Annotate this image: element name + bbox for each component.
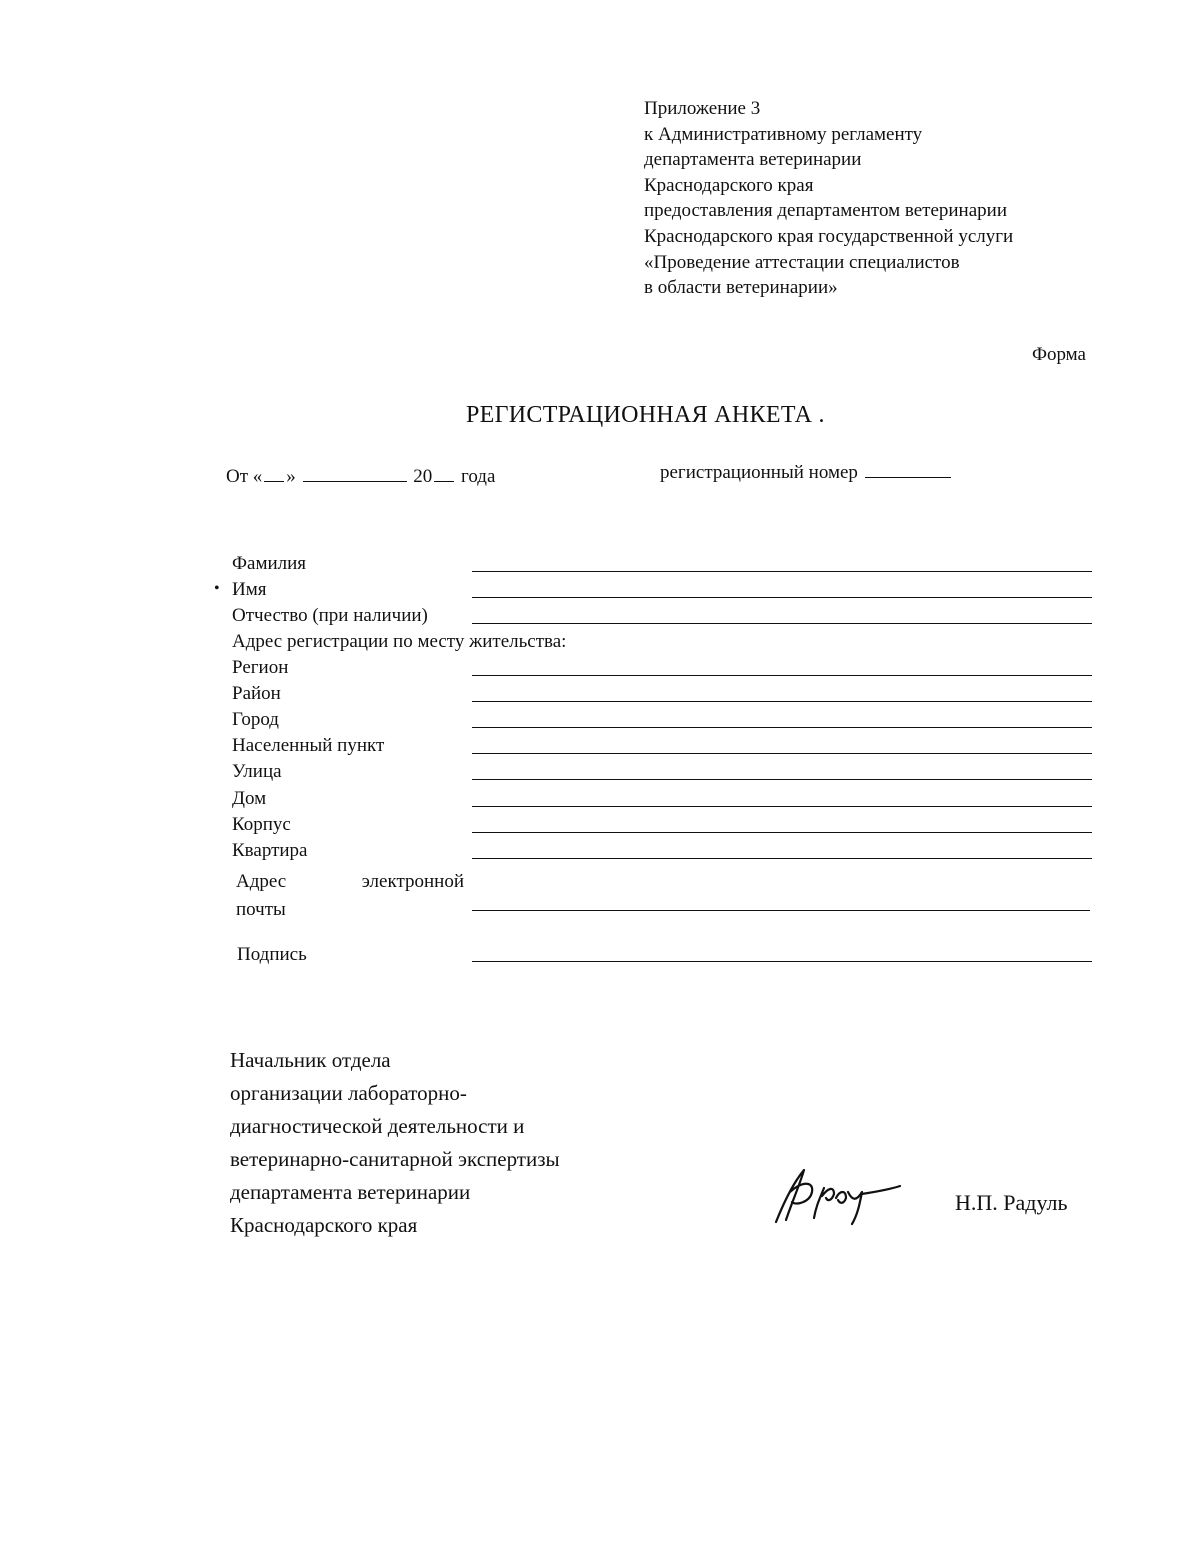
email-word: Адрес [236,871,287,892]
email-line[interactable] [472,910,1090,911]
registration-number [660,462,953,484]
signature-line[interactable] [472,961,1092,962]
field-line[interactable] [472,571,1092,572]
field-line[interactable] [472,779,1092,780]
field-line[interactable] [472,858,1092,859]
appendix-line: «Проведение аттестации специалистов [644,251,960,273]
reg-number-label: регистрационный номер [660,462,858,483]
form-label: Форма [1031,344,1086,365]
reg-number-blank[interactable] [865,463,951,478]
email-word: электронной [361,871,464,892]
field-label: Адрес регистрации по месту жительства: [232,631,567,652]
field-district [232,683,1092,709]
field-label: Регион [232,657,289,678]
chief-line: Краснодарского края [230,1213,418,1237]
field-line[interactable] [472,753,1092,754]
chief-line: организации лабораторно- [230,1081,467,1105]
field-line[interactable] [472,832,1092,833]
appendix-line: департамента ветеринарии [644,149,862,171]
appendix-line: предоставления департаментом ветеринарии [644,200,1007,222]
address-header [232,631,1092,657]
field-line[interactable] [472,623,1092,624]
chief-line: Начальник отдела [230,1048,391,1072]
appendix-line: Краснодарского края [644,174,814,196]
field-line[interactable] [472,806,1092,807]
year-prefix: 20 [413,466,433,487]
signature-label: Подпись [237,944,307,965]
field-line[interactable] [472,675,1092,676]
signer-name: Н.П. Радуль [955,1190,1068,1215]
appendix-line: Краснодарского края государственной услуги [644,225,1014,247]
email-word: почты [236,899,286,920]
chief-line: департамента ветеринарии [230,1180,471,1204]
field-line[interactable] [472,701,1092,702]
field-building [232,814,1092,840]
field-apartment [232,840,1092,866]
field-patronymic [232,605,1092,631]
year-blank[interactable] [434,467,454,482]
chief-line: ветеринарно-санитарной экспертизы [230,1147,560,1171]
appendix-line: Приложение 3 [644,98,761,119]
field-surname [232,553,1092,579]
field-label: Имя [232,579,267,600]
field-city [232,709,1092,735]
chief-block [230,1044,560,1242]
bullet-mark: • [214,580,220,597]
field-street [232,761,1092,787]
field-name [232,579,1092,605]
field-label: Улица [232,761,282,782]
field-email-label [236,868,464,924]
field-label: Корпус [232,814,291,835]
field-label: Фамилия [232,553,307,574]
handwritten-signature [770,1162,910,1232]
appendix-line: к Административному регламенту [644,123,923,145]
field-label: Населенный пункт [232,735,385,756]
field-house [232,788,1092,814]
field-label: Дом [232,788,267,809]
field-line[interactable] [472,727,1092,728]
appendix-block [644,96,1144,301]
date-line [226,466,495,488]
field-region [232,657,1092,683]
field-settlement [232,735,1092,761]
field-label: Район [232,683,281,704]
date-suffix: года [461,466,496,487]
field-label: Квартира [232,840,308,861]
field-label: Город [232,709,279,730]
month-blank[interactable] [303,467,407,482]
date-prefix: От « [226,466,263,487]
date-quote-close: » [286,466,296,487]
field-line[interactable] [472,597,1092,598]
appendix-line: в области ветеринарии» [644,277,838,299]
chief-line: диагностической деятельности и [230,1114,525,1138]
day-blank[interactable] [264,467,284,482]
field-label: Отчество (при наличии) [232,605,428,626]
document-title: РЕГИСТРАЦИОННАЯ АНКЕТА . [466,402,825,428]
